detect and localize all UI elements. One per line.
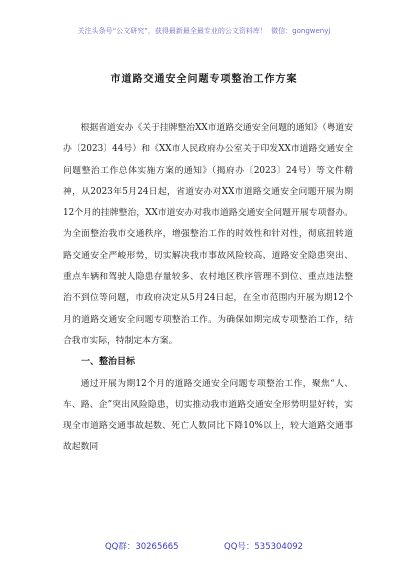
intro-paragraph: 根据省道安办《关于挂牌整治XX市道路交通安全问题的通知》（粤道安办〔2023〕44号）和《XX市人民政府办公室关于印发XX市道路交通安全问题整治工作总体实施方案的通知》（揭府办〔2023〕24号）等文件精神，从2023年5月24日起，省道安办对XX市道路交通安全问题开展为期12个月的挂牌整治，XX市道安办对我市道路交通安全问题开展专项督办。为全面整治我市交通秩序，增强整治工作的时效性和针对性，彻底扭转道路交通安全严峻形势，切实解决我市事故风险较高、道路安全隐患突出、重点车辆和驾驶人隐患存量较多、农村地区秩序管理不到位、重点违法整治不到位等问题，市政府决定从5月24日起，在全市范围内开展为期12个月的道路交通安全问题专项整治工作。为确保如期完成专项整治工作，结合我市实际，特制定本方案。 [63,123,353,346]
section-paragraph: 通过开展为期12个月的道路交通安全问题专项整治工作，聚焦“人、车、路、企”突出风险隐患，切实推动我市道路交通安全形势明显好转，实现全市道路交通事故起数、死亡人数同比下降10%以上，较大道路交通事故起数同 [63,378,353,453]
promo-wechat: 微信：gongwenyj [271,27,331,35]
footer-qq-number: QQ号：535304092 [224,542,304,552]
promo-text: 关注头条号“公文研究”，获得最新最全最专业的公文资料库！ [77,27,267,35]
footer-contact [0,540,408,552]
document-body [63,118,353,459]
promo-banner [0,26,408,36]
document-title: 市道路交通安全问题专项整治工作方案 [110,74,298,85]
section-heading: 一、整治目标 [81,357,136,368]
footer-qq-group: QQ群：30265665 [104,542,179,552]
